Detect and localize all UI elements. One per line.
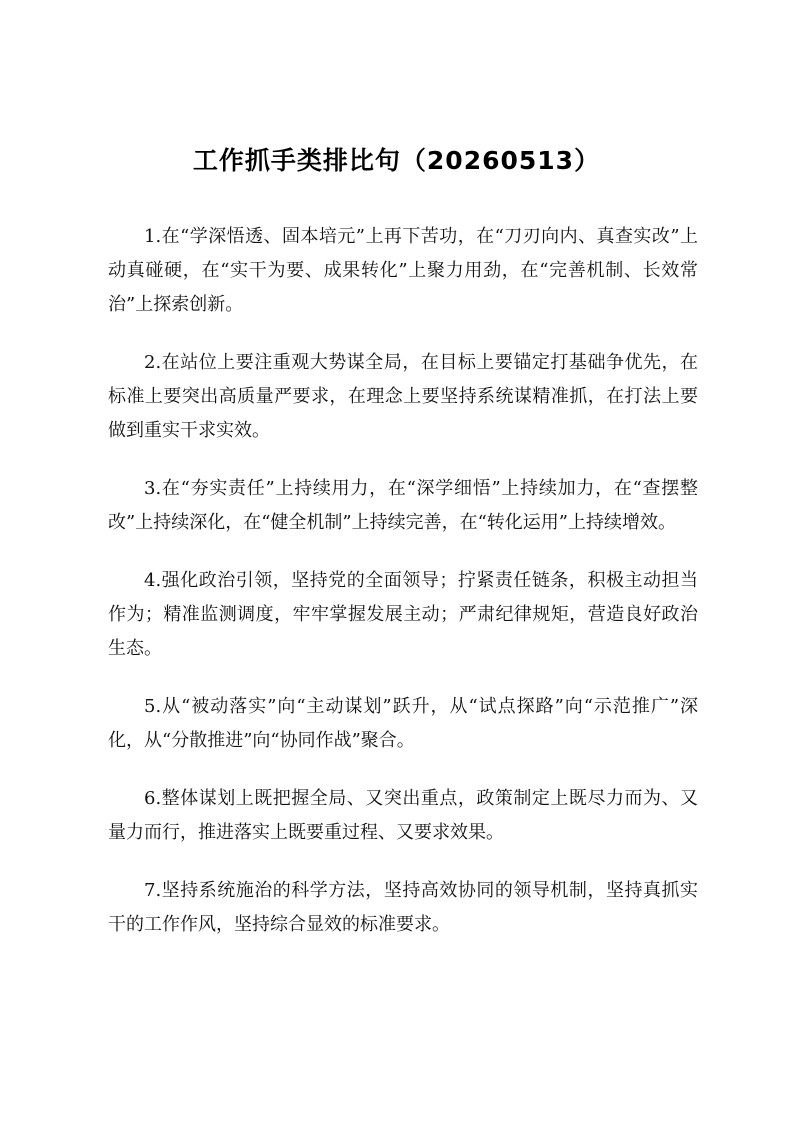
paragraph-2: 2.在站位上要注重观大势谋全局，在目标上要锚定打基础争优先，在标准上要突出高质量严要求，在理念上要坚持系统谋精准抓，在打法上要做到重实干求实效。 [108, 352, 698, 441]
paragraph-3: 3.在“夯实责任”上持续用力，在“深学细悟”上持续加力，在“查摆整改”上持续深化，在“健全机制”上持续完善，在“转化运用”上持续增效。 [108, 478, 698, 533]
paragraph-7: 7.坚持系统施治的科学方法，坚持高效协同的领导机制，坚持真抓实干的工作作风，坚持综合显效的标准要求。 [108, 880, 698, 935]
paragraph-6: 6.整体谋划上既把握全局、又突出重点，政策制定上既尽力而为、又量力而行，推进落实上既要重过程、又要求效果。 [108, 788, 698, 843]
paragraph-4: 4.强化政治引领，坚持党的全面领导；拧紧责任链条，积极主动担当作为；精准监测调度，牢牢掌握发展主动；严肃纪律规矩，营造良好政治生态。 [108, 570, 698, 659]
paragraph-5: 5.从“被动落实”向“主动谋划”跃升，从“试点探路”向“示范推广”深化，从“分散推进”向“协同作战”聚合。 [108, 696, 698, 751]
document-body [108, 220, 698, 966]
paragraph-1: 1.在“学深悟透、固本培元”上再下苦功，在“刀刃向内、真查实改”上动真碰硬，在“实干为要、成果转化”上聚力用劲，在“完善机制、长效常治”上探索创新。 [108, 226, 698, 315]
document-title: 工作抓手类排比句（20260513） [192, 146, 601, 175]
